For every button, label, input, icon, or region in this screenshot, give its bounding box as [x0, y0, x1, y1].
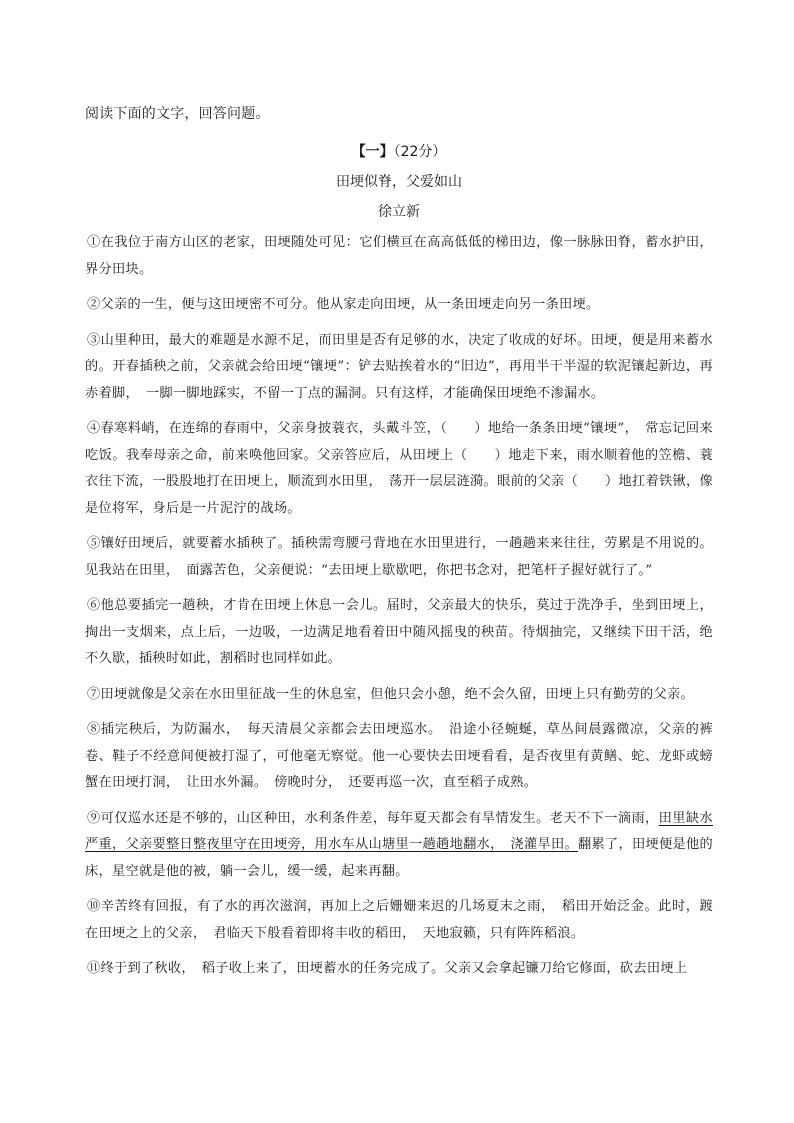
- paragraph-6: ⑥他总要插完一趟秧，才肯在田埂上休息一会儿。届时，父亲最大的快乐，莫过于洗净手，坐到田埂上，掏出一支烟来，点上后，一边吸，一边满足地看着田中随风摇曳的秧苗。待烟抽完，又继续下田干活，绝不久歇，插秧时如此，割稻时也同样如此。: [85, 598, 713, 666]
- instruction-text: 阅读下面的文字，回答问题。: [85, 106, 270, 122]
- section-heading: [85, 142, 713, 162]
- section-score: （22分）: [393, 144, 447, 160]
- paragraph-2: ②父亲的一生，便与这田埂密不可分。他从家走向田埂，从一条田埂走向另一条田埂。: [87, 297, 600, 312]
- paragraph-9-tail: 翻累了，田埂便是他的床，星空就是他的被，躺一会儿，缓一缓，起来再翻。: [85, 837, 714, 879]
- paragraph-3: ③山里种田，最大的难题是水源不足，而田里是否有足够的水，决定了收成的好坏。田埂，便是用来蓄水的。开春插秧之前，父亲就会给田埂“镶埂”：铲去贴挨着水的“旧边”，再用半干半湿的软泥镶起新边，再赤着脚， 一脚一脚地踩实，不留一丁点的漏洞。只有这样，才能确保田埂绝不渗漏水。: [85, 332, 713, 401]
- paragraph-9-lead: ⑨可仅巡水还是不够的，山区种田，水利条件差，每年夏天都会有旱情发生。老天不下一滴雨，: [87, 810, 659, 826]
- paragraph-8: ⑧插完秧后，为防漏水， 每天清晨父亲都会去田埂巡水。 沿途小径蜿蜒，草丛间晨露微凉，父亲的裤卷、鞋子不经意间便被打湿了，可他毫无察觉。他一心要快去田埂看看，是否夜里有黄鳝、蛇、龙虾或螃蟹在田埂打洞， 让田水外漏。 傍晚时分， 还要再巡一次，直至稻子成熟。: [85, 722, 713, 790]
- underlined-sentence: 田里缺水严重，父亲要整日整夜里守在田埂旁，用水车从山塘里一趟趟地翻水， 浇灌旱田。: [85, 810, 713, 852]
- paragraph-7: ⑦田埂就像是父亲在水田里征战一生的休息室，但他只会小憩，绝不会久留，田埂上只有勤劳的父亲。: [87, 686, 694, 702]
- paragraph-11: ⑪终于到了秋收， 稻子收上来了，田埂蓄水的任务完成了。父亲又会拿起镰刀给它修面，砍去田埂上: [87, 961, 688, 976]
- article-title: 田埂似脊，父爱如山: [336, 174, 462, 190]
- article-author: 徐立新: [378, 204, 420, 220]
- section-label: 【一】: [351, 144, 394, 160]
- paragraph-4: ④春寒料峭，在连绵的春雨中，父亲身披蓑衣，头戴斗笠，（ ）地给一条条田埂“镶埂”， 常忘记回来吃饭。我奉母亲之命，前来唤他回家。父亲答应后，从田埂上（ ）地走下来，雨水顺着他的笠檐、蓑衣往下流，一股股地打在田埂上，顺流到水田里， 荡开一层层涟漪。眼前的父亲（ ）地扛着铁锹，像是位将军，身后是一片泥泞的战场。: [85, 421, 713, 516]
- paragraph-5: ⑤镶好田埂后，就要蓄水插秧了。插秧需弯腰弓背地在水田里进行，一趟趟来来往往，劳累是不用说的。见我站在田里， 面露苦色，父亲便说：“去田埂上歇歇吧，你把书念对，把笔杆子握好就行了。”: [85, 536, 713, 578]
- paragraph-10: ⑩辛苦终有回报，有了水的再次滋润，再加上之后姗姗来迟的几场夏末之雨， 稻田开始泛金。此时，踱在田埂之上的父亲， 君临天下般看着即将丰收的稻田， 天地寂籁，只有阵阵稻浪。: [85, 899, 713, 941]
- paragraph-1: ①在我位于南方山区的老家，田埂随处可见：它们横亘在高高低低的梯田边，像一脉脉田脊，蓄水护田，界分田块。: [85, 235, 713, 277]
- paragraph-9: [85, 806, 713, 886]
